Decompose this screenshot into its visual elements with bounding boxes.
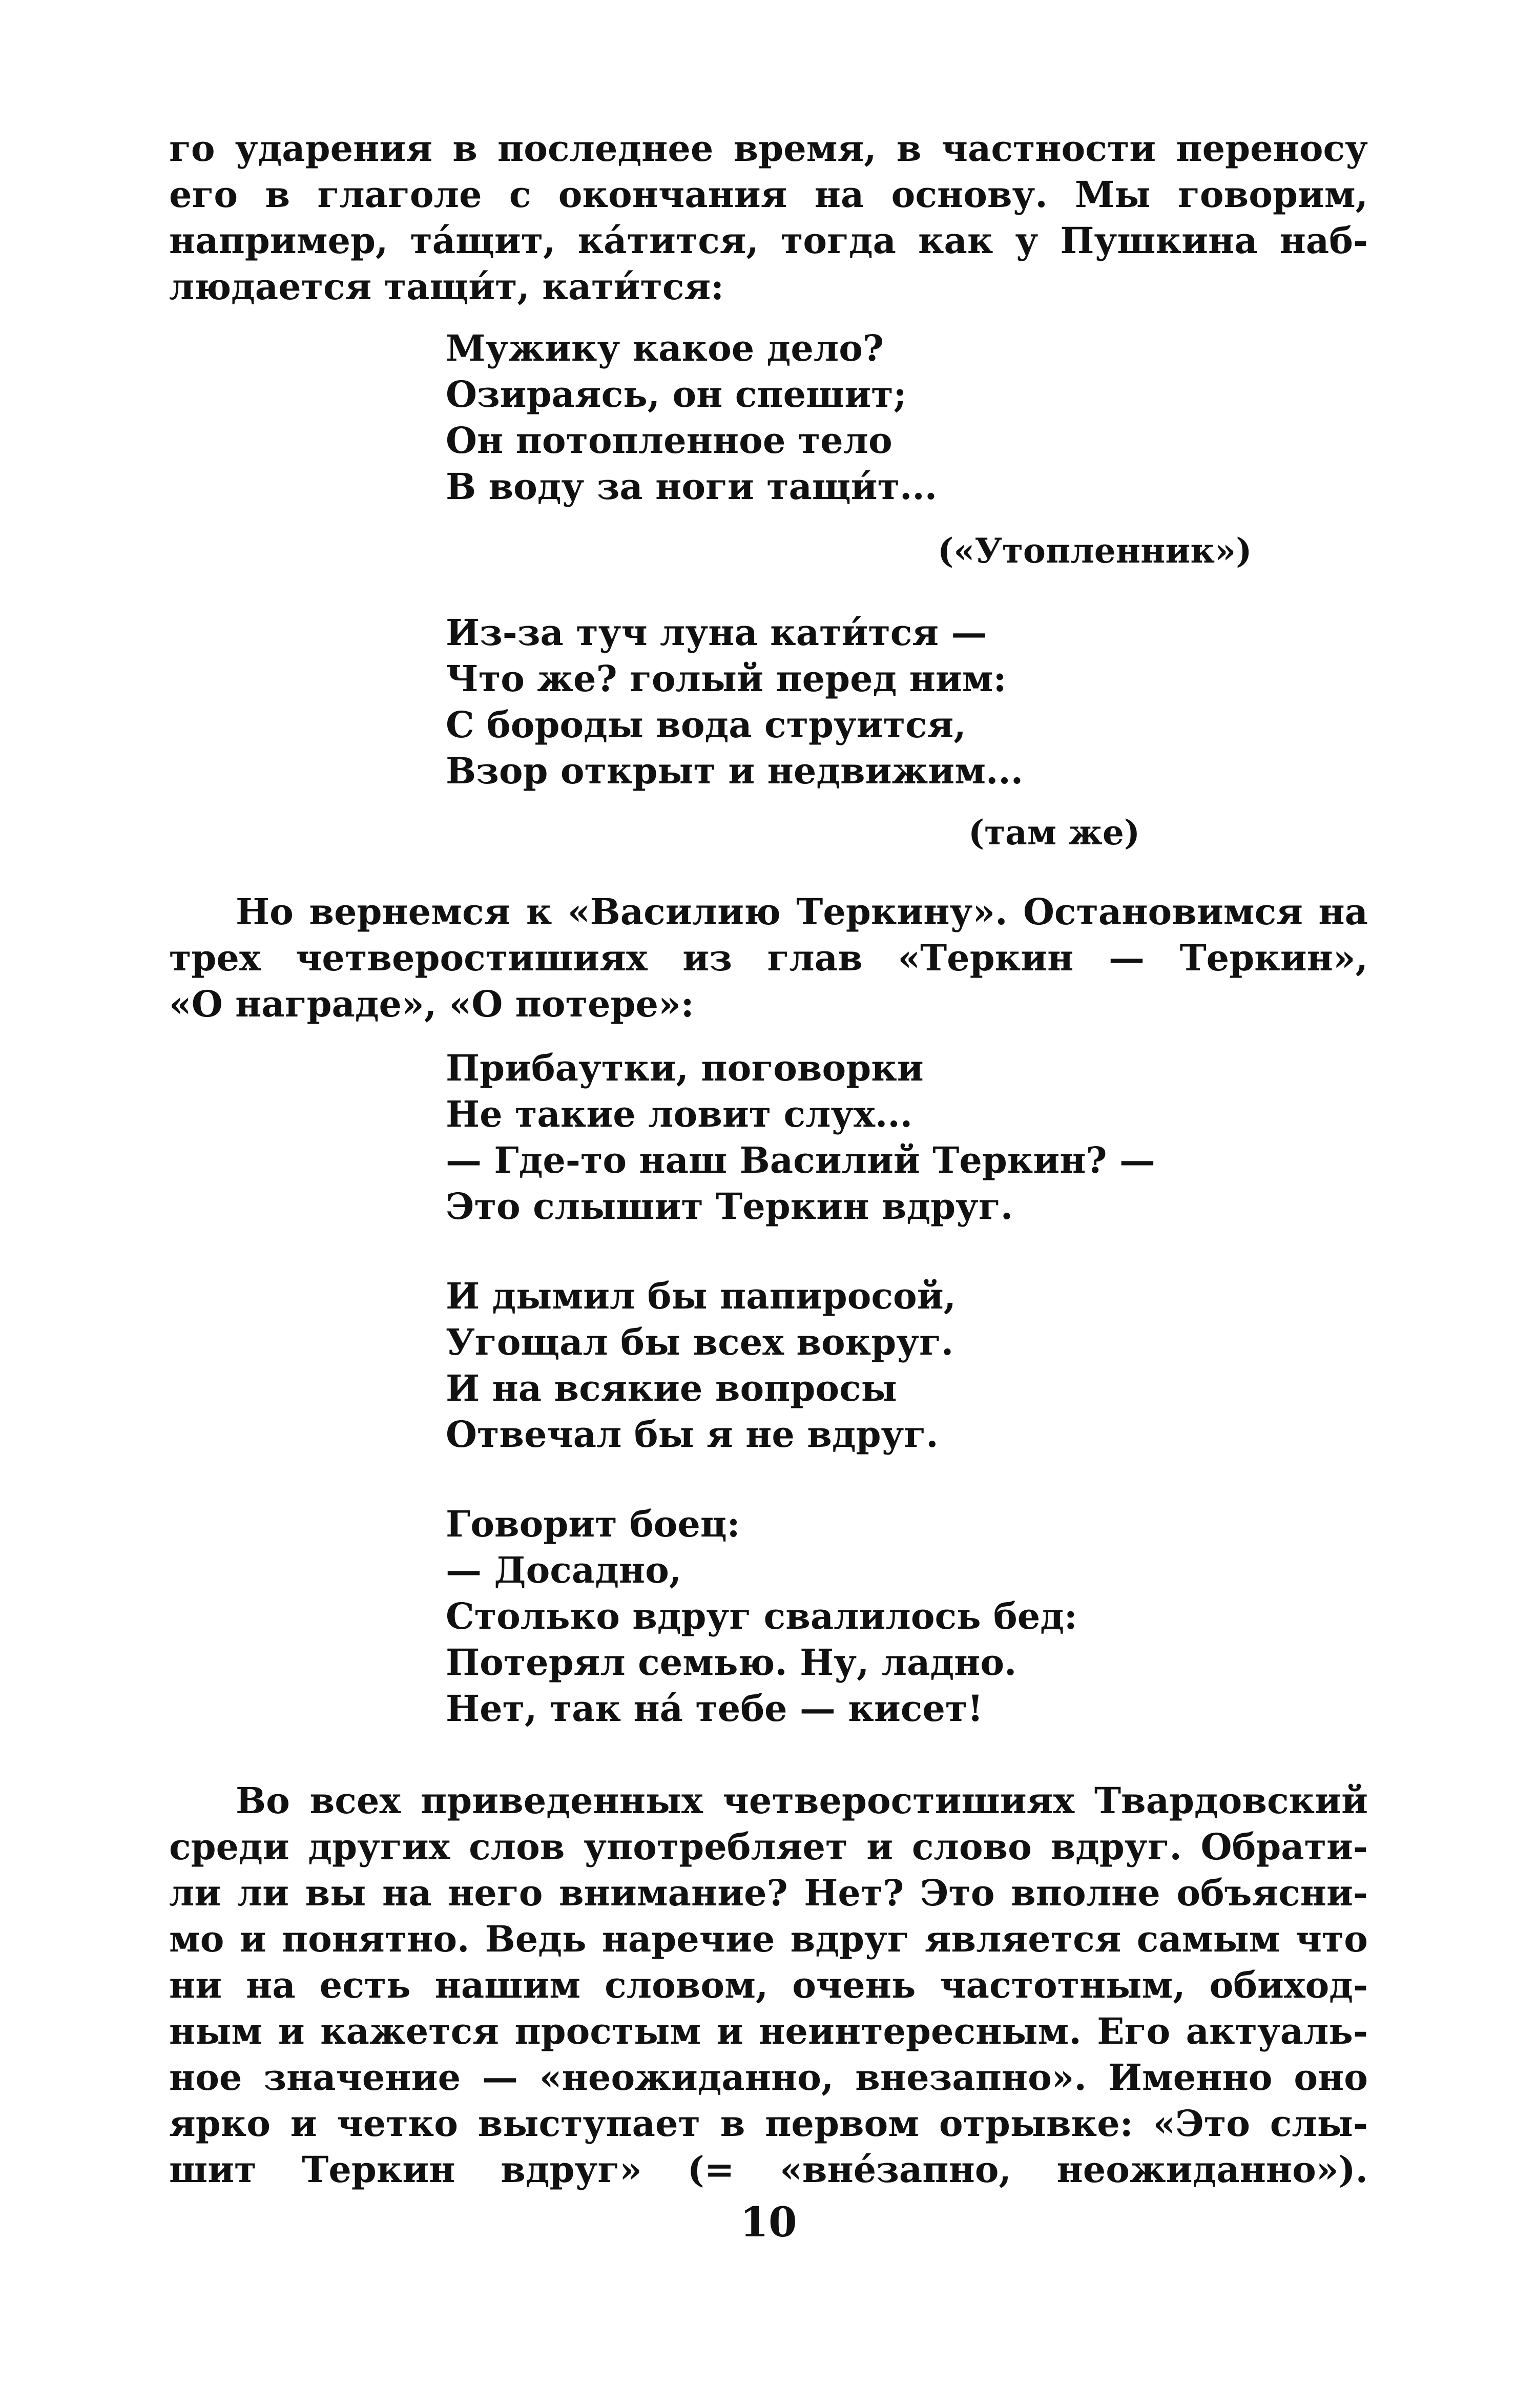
text-line: например, та́щит, ка́тится, тогда как у Пушкина наб-: [169, 219, 1368, 262]
verse-line: — Досадно,: [446, 1549, 682, 1591]
verse-line: Говорит боец:: [446, 1503, 740, 1545]
paragraph-terkin-intro: [169, 889, 1368, 1027]
verse-line: Нет, так на́ тебе — кисет!: [446, 1687, 984, 1730]
verse-line: В воду за ноги тащи́т...: [446, 465, 938, 508]
text-line: мо и понятно. Ведь наречие вдруг является самым что: [169, 1918, 1368, 1960]
verse-line: Мужику какое дело?: [446, 327, 884, 369]
verse-line: Взор открыт и недвижим...: [446, 750, 1024, 792]
text-line: Но вернемся к «Василию Теркину». Остановимся на: [236, 890, 1368, 933]
text-line: шит Теркин вдруг» (= «вне́запно, неожиданно»).: [169, 2148, 1368, 2191]
text-line: трех четверостишиях из глав «Теркин — Теркин»,: [169, 937, 1368, 979]
verse-line: С бороды вода струится,: [446, 703, 966, 746]
verse-line: Это слышит Теркин вдруг.: [446, 1185, 1013, 1228]
verse-line: Озираясь, он спешит;: [446, 373, 907, 416]
verse-line: И дымил бы папиросой,: [446, 1275, 956, 1317]
poem-stanza-utoplennik-2: [446, 610, 1023, 794]
paragraph-vdrug-analysis: [169, 1778, 1368, 2193]
poem-stanza-terkin-2: [446, 1273, 956, 1458]
verse-line: И на всякие вопросы: [446, 1367, 897, 1409]
text-line: ни на есть нашим словом, очень частотным, обиход-: [169, 1964, 1368, 2006]
verse-line: Прибаутки, поговорки: [446, 1047, 924, 1089]
text-line: ли ли вы на него внимание? Нет? Это вполне объясни-: [169, 1872, 1368, 1914]
poem-stanza-utoplennik-1: [446, 325, 937, 510]
poem-stanza-terkin-3: [446, 1501, 1077, 1732]
text-line: среди других слов употребляет и слово вдруг. Обрати-: [169, 1825, 1368, 1868]
page-number: 10: [740, 2198, 797, 2246]
verse-line: Что же? голый перед ним:: [446, 657, 1007, 700]
verse-line: Не такие ловит слух...: [446, 1093, 913, 1135]
text-line: ное значение — «неожиданно, внезапно». Именно оно: [169, 2056, 1368, 2099]
text-line: «О награде», «О потере»:: [169, 983, 694, 1025]
text-line: его в глаголе с окончания на основу. Мы говорим,: [169, 173, 1368, 216]
paragraph-intro: [169, 126, 1368, 310]
verse-line: Отвечал бы я не вдруг.: [446, 1413, 939, 1456]
verse-line: Столько вдруг свалилось бед:: [446, 1595, 1077, 1637]
text-line: Во всех приведенных четверостишиях Твардовский: [236, 1779, 1368, 1822]
text-line: ным и кажется простым и неинтересным. Его актуаль-: [169, 2010, 1368, 2052]
verse-line: Потерял семью. Ну, ладно.: [446, 1641, 1017, 1684]
text-line: ярко и четко выступает в первом отрывке: «Это слы-: [169, 2102, 1368, 2145]
verse-line: Он потопленное тело: [446, 419, 892, 462]
poem-stanza-terkin-1: [446, 1045, 1155, 1230]
text-line: людается тащи́т, кати́тся:: [169, 265, 724, 308]
verse-line: Из-за туч луна кати́тся —: [446, 611, 987, 654]
source-citation: (там же): [968, 813, 1140, 853]
source-citation: («Утопленник»): [938, 531, 1252, 571]
verse-line: — Где-то наш Василий Теркин? —: [446, 1139, 1155, 1181]
verse-line: Угощал бы всех вокруг.: [446, 1321, 954, 1363]
text-line: го ударения в последнее время, в частности переносу: [169, 127, 1368, 170]
